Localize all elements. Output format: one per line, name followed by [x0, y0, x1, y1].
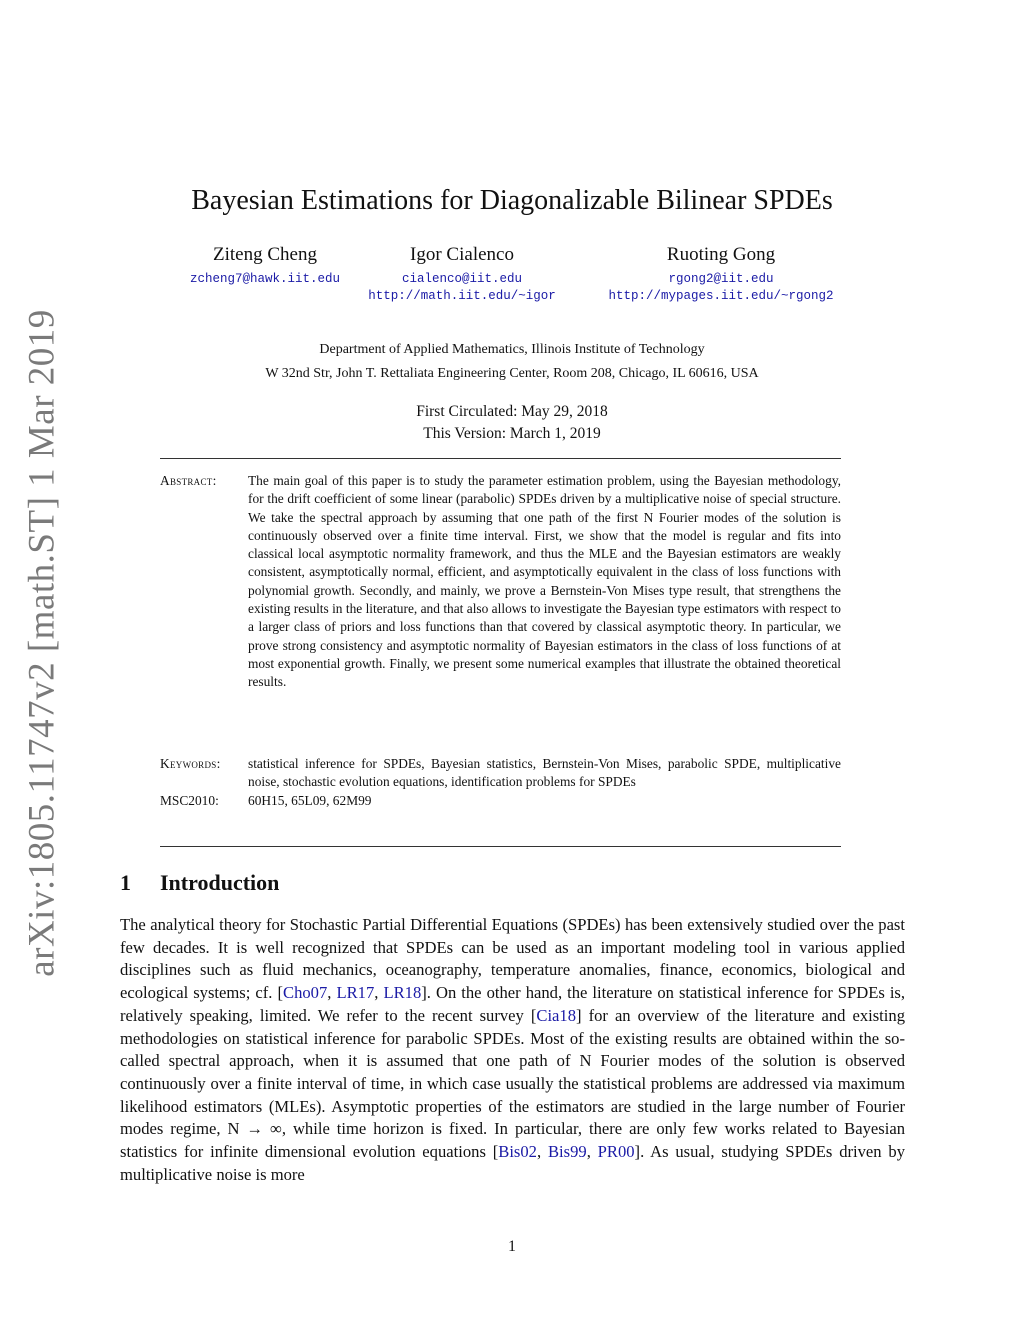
paper-title: Bayesian Estimations for Diagonalizable Bilinear SPDEs [191, 185, 833, 216]
citation-separator: , [327, 983, 337, 1003]
this-version: This Version: March 1, 2019 [423, 425, 601, 442]
citation-link[interactable]: Bis02 [498, 1142, 537, 1162]
section-title: Introduction [160, 870, 280, 895]
citation-separator: , [586, 1142, 598, 1162]
bottom-rule [160, 846, 841, 847]
section-heading [120, 870, 279, 896]
citation-separator: , [374, 983, 384, 1003]
abstract-label: Abstract: [160, 473, 217, 488]
page-number: 1 [508, 1238, 516, 1255]
first-circulated: First Circulated: May 29, 2018 [416, 403, 608, 420]
dates-block [0, 401, 1024, 445]
citation-link[interactable]: PR00 [597, 1142, 635, 1162]
author-url[interactable]: http://math.iit.edu/~igor [368, 289, 556, 303]
author-block-2 [362, 244, 562, 303]
citation-separator: , [536, 1142, 548, 1162]
abstract-block [160, 472, 841, 692]
author-name: Igor Cialenco [410, 244, 514, 265]
top-rule [160, 458, 841, 459]
author-name: Ruoting Gong [666, 244, 776, 265]
author-name: Ziteng Cheng [213, 244, 317, 265]
author-email[interactable]: zcheng7@hawk.iit.edu [189, 272, 341, 286]
keywords-text: statistical inference for SPDEs, Bayesian statistics, Bernstein-Von Mises, parabolic SPDE, multiplicative noise, stochastic evolution equations, identification problems for SPDEs [248, 756, 841, 790]
author-email[interactable]: rgong2@iit.edu [668, 272, 774, 286]
section-number: 1 [120, 870, 131, 895]
affiliation-line-2: W 32nd Str, John T. Rettaliata Engineering Center, Room 208, Chicago, IL 60616, USA [265, 366, 759, 381]
intro-text: ]. On the other hand, the literature on statistical inference for SPDEs is, relatively speaking, limited. We refer to the recent survey [ [120, 983, 906, 1025]
author-block-3 [596, 244, 846, 303]
intro-text: ] for an overview of the literature and existing methodologies on statistical inference for parabolic SPDEs. Most of the existing results are obtained within the so-called spectral approach, when it is assumed that one path of N Fourier modes of the solution is observed continuously over a finite interval of time, in which case usually the statistical problems are addressed via maximum likelihood estimators (MLEs). Asymptotic properties of the estimators are studied in the large number of Fourier modes regime, N → ∞, while time horizon is fixed. In particular, there are only few works related to Bayesian statistics for infinite dimensional evolution equations [ [120, 1005, 905, 1162]
citation-link[interactable]: Bis99 [547, 1142, 587, 1162]
citation-link[interactable]: LR17 [336, 983, 375, 1003]
author-block-1 [165, 244, 365, 286]
intro-paragraph [120, 914, 905, 1186]
citation-link[interactable]: Cia18 [536, 1005, 577, 1025]
keywords-label: Keywords: [160, 756, 221, 771]
keywords-block [160, 755, 841, 810]
citation-link[interactable]: LR18 [383, 983, 422, 1003]
intro-text: ]. As usual, studying SPDEs driven by multiplicative noise is more [120, 1142, 905, 1184]
citation-link[interactable]: Cho07 [283, 983, 328, 1003]
affiliation-line-1: Department of Applied Mathematics, Illinois Institute of Technology [319, 342, 705, 357]
arxiv-identifier: arXiv:1805.11747v2 [math.ST] 1 Mar 2019 [21, 309, 63, 977]
msc-label: MSC2010: [160, 792, 219, 808]
abstract-text: The main goal of this paper is to study the parameter estimation problem, using the Bayesian methodology, for the drift coefficient of some linear (parabolic) SPDEs driven by a multiplicative noise of special structure. We take the spectral approach by assuming that one path of the first N Fourier modes of the solution is continuously observed over a finite time interval. First, we show that the model is regular and fits into classical local asymptotic normality framework, and thus the MLE and the Bayesian estimators are weakly consistent, asymptotically normal, efficient, and asymptotically equivalent in the class of loss functions with polynomial growth. Secondly, and mainly, we prove a Bernstein-Von Mises type result, that strengthens the existing results in the literature, and that also allows to investigate the Bayesian type estimators with respect to a larger class of priors and loss functions than that covered by classical asymptotic theory. In particular, we prove strong consistency and asymptotic normality of Bayesian estimators in the class of loss functions of at most exponential growth. Finally, we present some numerical examples that illustrate the obtained theoretical results. [248, 473, 841, 690]
intro-text: The analytical theory for Stochastic Partial Differential Equations (SPDEs) has been extensively studied over the past few decades. It is well recognized that SPDEs can be used as an important modeling tool in various applied disciplines such as fluid mechanics, oceanography, temperature anomalies, finance, economics, biological and ecological systems; cf. [ [120, 915, 905, 1003]
author-email[interactable]: cialenco@iit.edu [401, 272, 523, 286]
author-url[interactable]: http://mypages.iit.edu/~rgong2 [608, 289, 834, 303]
msc-text: 60H15, 65L09, 62M99 [248, 792, 372, 808]
